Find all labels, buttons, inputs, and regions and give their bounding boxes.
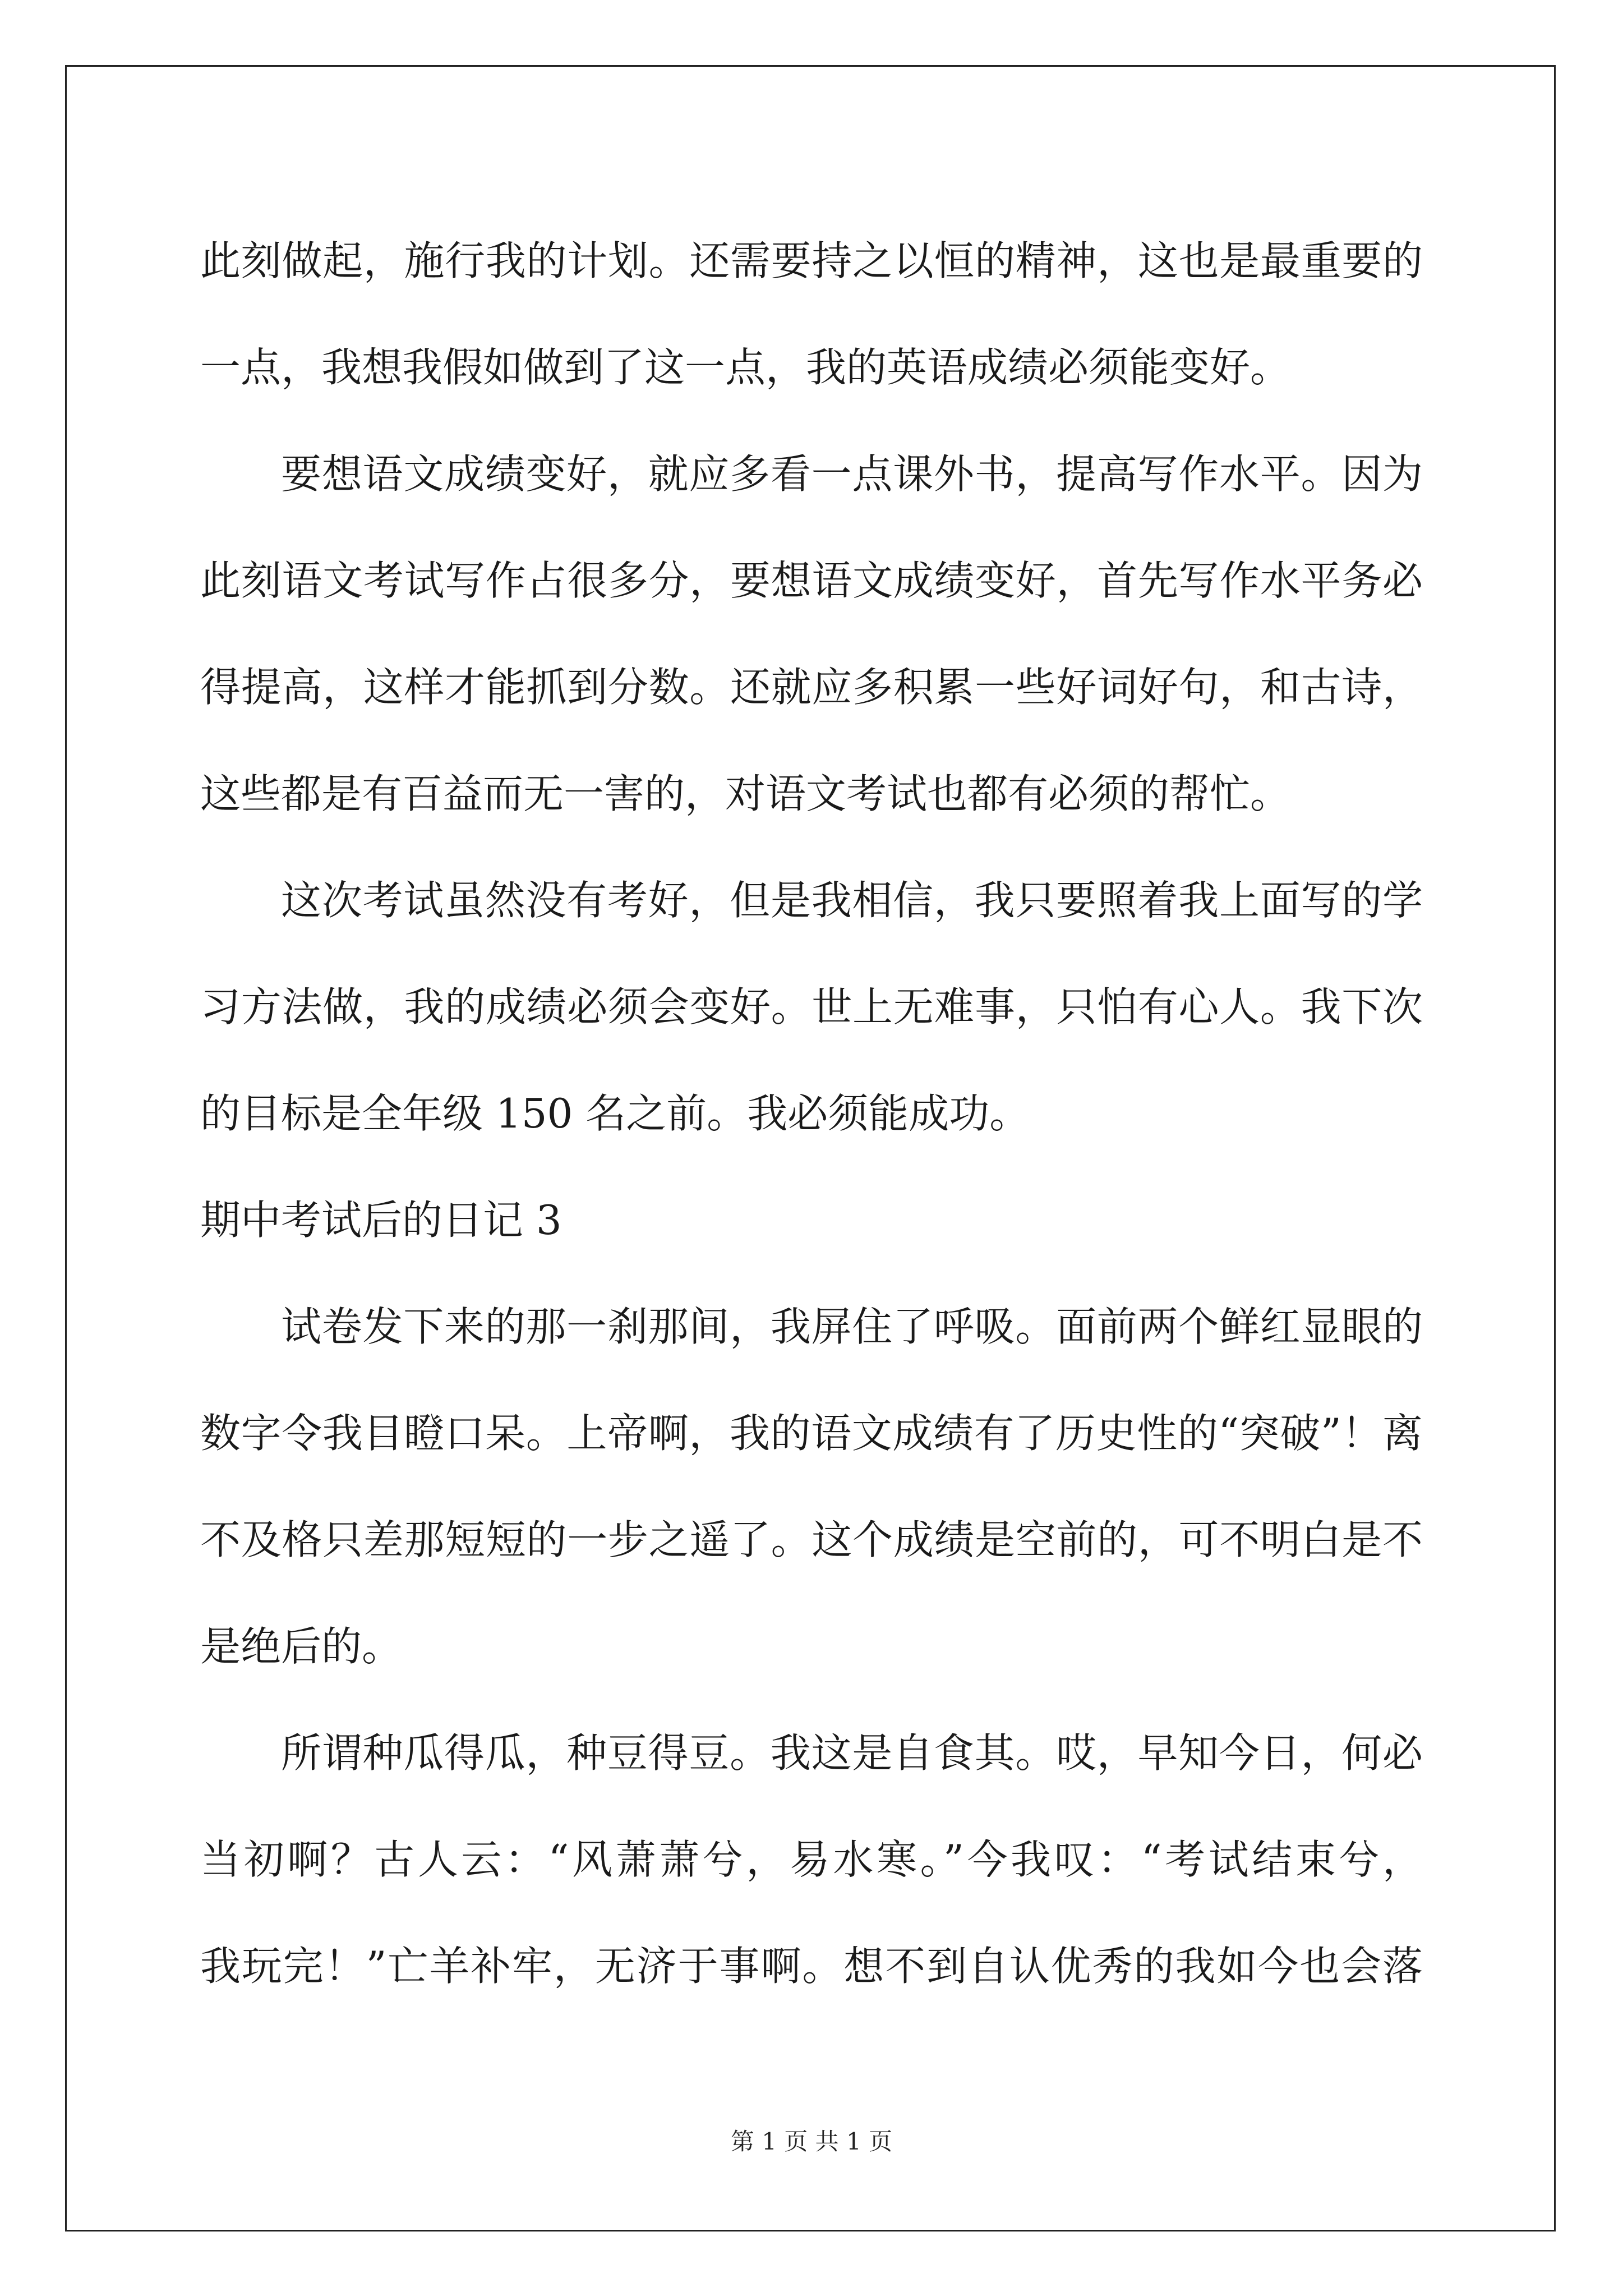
- text-line-15: 所谓种瓜得瓜，种豆得豆。我这是自食其。哎，早知今日，何必: [281, 1729, 1423, 1777]
- text-line-1: 此刻做起，施行我的计划。还需要持之以恒的精神，这也是最重要的: [200, 237, 1423, 284]
- text-line-6: 这些都是有百益而无一害的，对语文考试也都有必须的帮忙。: [200, 770, 1291, 817]
- text-line-17: 我玩完！”亡羊补牢，无济于事啊。想不到自认优秀的我如今也会落: [200, 1943, 1423, 1990]
- page-footer: 第 1 页 共 1 页: [730, 2128, 893, 2155]
- text-line-9: 的目标是全年级 150 名之前。我必须能成功。: [200, 1090, 1030, 1137]
- text-line-2: 一点，我想我假如做到了这一点，我的英语成绩必须能变好。: [200, 344, 1291, 391]
- text-line-8: 习方法做，我的成绩必须会变好。世上无难事，只怕有心人。我下次: [200, 983, 1423, 1030]
- text-line-11: 试卷发下来的那一刹那间，我屏住了呼吸。面前两个鲜红显眼的: [281, 1303, 1423, 1350]
- section-heading: 期中考试后的日记 3: [200, 1197, 562, 1244]
- text-line-14: 是绝后的。: [200, 1623, 403, 1670]
- text-line-13: 不及格只差那短短的一步之遥了。这个成绩是空前的，可不明白是不: [200, 1516, 1423, 1563]
- text-line-7: 这次考试虽然没有考好，但是我相信，我只要照着我上面写的学: [281, 877, 1423, 924]
- text-line-16: 当初啊？古人云：“风萧萧兮，易水寒。”今我叹：“考试结束兮，: [200, 1836, 1423, 1883]
- text-line-5: 得提高，这样才能抓到分数。还就应多积累一些好词好句，和古诗，: [200, 664, 1423, 711]
- document-body: [200, 208, 1423, 2019]
- text-line-12: 数字令我目瞪口呆。上帝啊，我的语文成绩有了历史性的“突破”！离: [200, 1410, 1423, 1457]
- text-line-3: 要想语文成绩变好，就应多看一点课外书，提高写作水平。因为: [281, 450, 1423, 498]
- text-line-4: 此刻语文考试写作占很多分，要想语文成绩变好，首先写作水平务必: [200, 557, 1423, 604]
